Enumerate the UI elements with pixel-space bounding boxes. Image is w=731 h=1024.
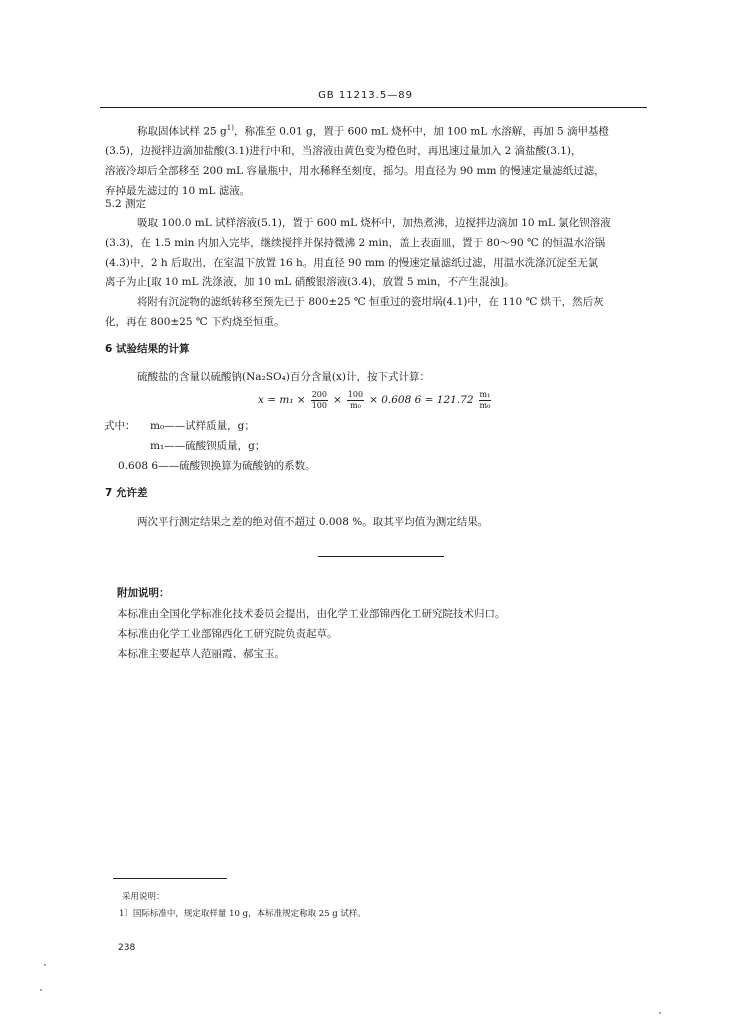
paragraph-line: 离子为止[取 10 mL 洗涤液，加 10 mL 硝酸银溶液(3.4)，放置 5 min，不产生混浊]。 xyxy=(105,276,515,288)
note-line: 本标准由化学工业部锦西化工研究院负责起草。 xyxy=(117,628,338,640)
page-number: 238 xyxy=(118,943,136,953)
standard-number-header: GB 11213.5—89 xyxy=(318,90,413,101)
text-span: 称取固体试样 25 g xyxy=(137,125,227,138)
paragraph-line: 弃掉最先滤过的 10 mL 滤液。 xyxy=(105,185,251,197)
variable-definition: 0.608 6——硫酸钡换算为硫酸钠的系数。 xyxy=(118,460,316,472)
operator: × xyxy=(332,394,342,407)
paragraph-line: (4.3)中，2 h 后取出，在室温下放置 16 h。用直径 90 mm 的慢速定量滤纸过滤，用温水洗涤沉淀至无氯 xyxy=(105,257,599,269)
paragraph-line: 吸取 100.0 mL 试样溶液(5.1)，置于 600 mL 烧杯中，加热煮沸，边搅拌边滴加 10 mL 氯化钡溶液 xyxy=(137,217,611,229)
fraction xyxy=(311,391,328,410)
numerator: 100 xyxy=(347,390,364,399)
paragraph-line xyxy=(137,124,609,138)
paragraph-line: 将附有沉淀物的滤纸转移至预先已于 800±25 ℃ 恒重过的瓷坩埚(4.1)中，在 110 ℃ 烘干，然后灰 xyxy=(137,296,604,308)
formula-lhs: x = m₁ × xyxy=(258,394,306,407)
variable-definition: m₁——硫酸钡质量，g； xyxy=(150,440,266,452)
footnote-label: 采用说明： xyxy=(122,892,165,902)
text-span: ，称准至 0.01 g，置于 600 mL 烧杯中，加 100 mL 水溶解，再加 5 滴甲基橙 xyxy=(233,125,610,138)
fraction xyxy=(347,391,364,410)
paragraph-line: 两次平行测定结果之差的绝对值不超过 0.008 %。取其平均值为测定结果。 xyxy=(137,516,489,528)
section-heading: 5.2 测定 xyxy=(105,198,147,210)
denominator: 100 xyxy=(311,401,327,410)
section-heading: 6 试验结果的计算 xyxy=(105,343,190,355)
scan-speck xyxy=(44,964,46,966)
footnote-text: 1〕国际标准中，规定取样量 10 g，本标准规定称取 25 g 试样。 xyxy=(119,909,366,919)
note-line: 本标准由全国化学标准化技术委员会提出，由化学工业部锦西化工研究院技术归口。 xyxy=(117,608,506,620)
variable-definition: m₀——试样质量，g； xyxy=(150,420,255,432)
paragraph-line: (3.5)，边搅拌边滴加盐酸(3.1)进行中和，当溶液由黄色变为橙色时，再迅速过量加入 2 滴盐酸(3.1)， xyxy=(105,145,582,157)
numerator: m₁ xyxy=(479,390,491,399)
calculation-formula xyxy=(258,391,491,410)
scan-speck xyxy=(659,1012,661,1014)
denominator: m₀ xyxy=(350,401,361,410)
numerator: 200 xyxy=(311,390,327,399)
header-rule xyxy=(100,107,647,108)
footnote-ref: 1) xyxy=(226,124,234,132)
paragraph-line: 化，再在 800±25 ℃ 下灼烧至恒重。 xyxy=(105,316,285,328)
formula-rest: × 0.608 6 = 121.72 xyxy=(369,394,474,407)
paragraph-line: 硫酸盐的含量以硫酸钠(Na₂SO₄)百分含量(x)计，按下式计算： xyxy=(137,371,430,383)
denominator: m₀ xyxy=(479,401,491,410)
scan-speck xyxy=(40,989,42,991)
section-heading: 7 允许差 xyxy=(105,487,148,499)
paragraph-line: (3.3)，在 1.5 min 内加入完毕，继续搅拌并保持微沸 2 min，盖上表面皿，置于 80～90 ℃ 的恒温水浴锅 xyxy=(105,237,606,249)
where-label: 式中： xyxy=(104,420,136,432)
footnote-rule xyxy=(113,878,227,879)
note-line: 本标准主要起草人范丽霞、郝宝玉。 xyxy=(117,648,285,660)
notes-heading: 附加说明： xyxy=(117,587,170,599)
end-rule xyxy=(318,556,444,557)
paragraph-line: 溶液冷却后全部移至 200 mL 容量瓶中，用水稀释至刻度，摇匀。用直径为 90 mm 的慢速定量滤纸过滤， xyxy=(105,165,605,177)
fraction xyxy=(479,391,492,410)
